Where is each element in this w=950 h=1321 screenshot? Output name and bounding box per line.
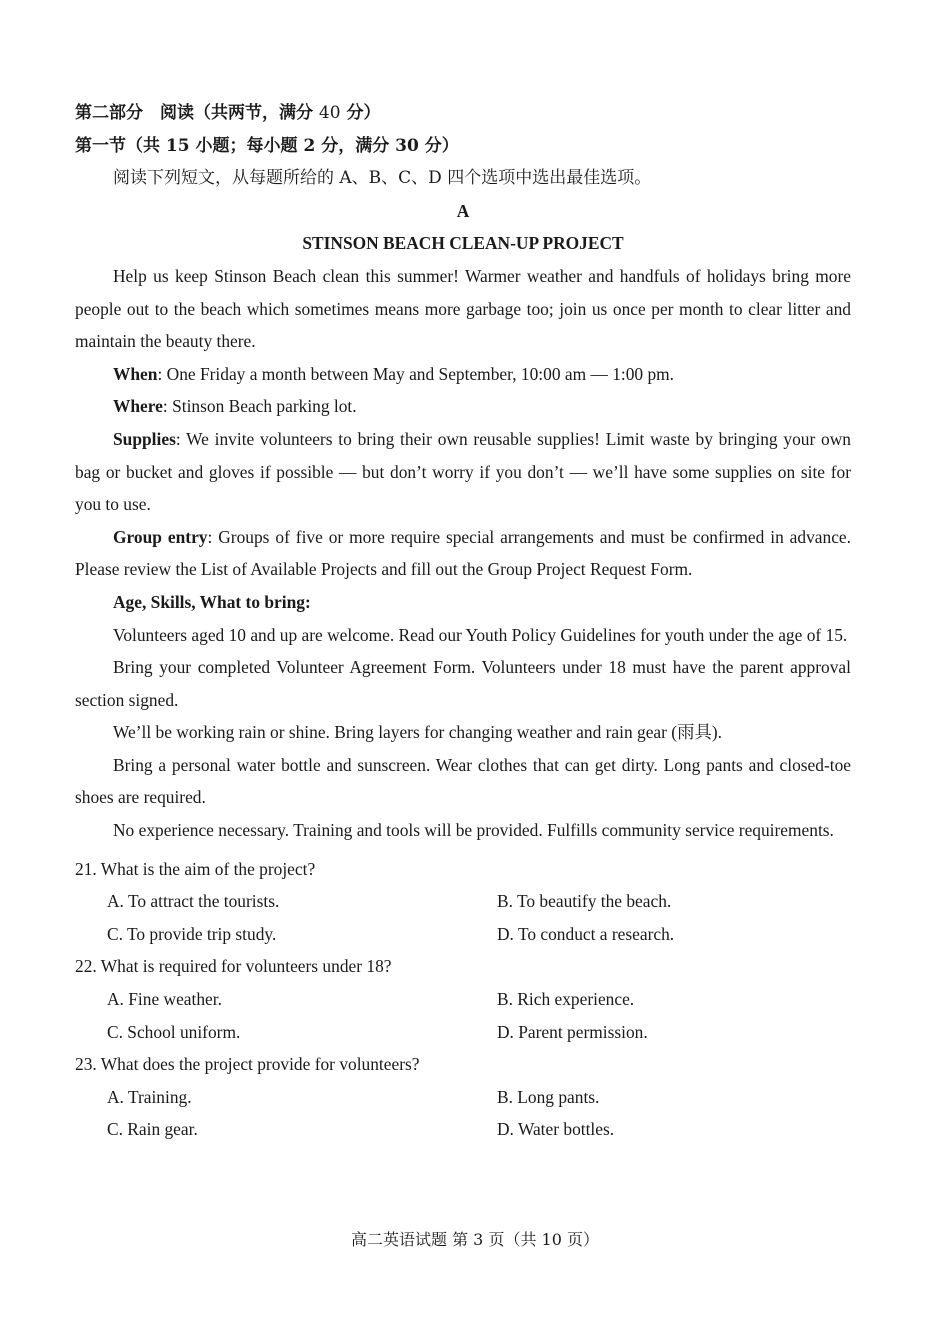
question-23-option-a: A. Training. [107, 1086, 192, 1107]
question-22-option-b: B. Rich experience. [497, 989, 635, 1010]
footer-text-2: 页（共 [483, 1230, 542, 1249]
age-paragraph: Volunteers aged 10 and up are welcome. Read our Youth Policy Guidelines for youth under the age of 15. [113, 624, 848, 645]
question-22-stem: 22. What is required for volunteers under 18? [75, 956, 392, 977]
part-heading-score: 40 [318, 103, 341, 123]
footer-text-3: 页） [561, 1230, 599, 1249]
question-23-option-b: B. Long pants. [497, 1086, 600, 1107]
question-22-option-a: A. Fine weather. [107, 989, 222, 1010]
sub-heading-count: 15 [165, 135, 190, 156]
group-paragraph [75, 521, 851, 586]
form-paragraph: Bring your completed Volunteer Agreement Form. Volunteers under 18 must have the parent approval section signed. [75, 657, 851, 710]
passage-title: STINSON BEACH CLEAN-UP PROJECT [302, 233, 624, 254]
question-21-option-d: D. To conduct a research. [497, 923, 675, 944]
question-22-option-c: C. School uniform. [107, 1021, 241, 1042]
part-heading [75, 97, 851, 130]
where-text: : Stinson Beach parking lot. [162, 396, 357, 417]
when-label: When [113, 363, 158, 384]
question-23-option-d: D. Water bottles. [497, 1119, 615, 1140]
group-label: Group entry [113, 526, 208, 547]
group-text: : Groups of five or more require special arrangements and must be confirmed in advance. Please review the List of Available Projects and fill out the Group Project Request Form. [75, 526, 851, 580]
footer-page-number: 3 [473, 1230, 484, 1249]
footer-text-1: 高二英语试题 第 [350, 1230, 474, 1249]
when-text: : One Friday a month between May and September, 10:00 am — 1:00 pm. [157, 363, 675, 384]
where-label: Where [113, 396, 163, 417]
supplies-paragraph [75, 423, 851, 521]
passage-intro: Help us keep Stinson Beach clean this summer! Warmer weather and handfuls of holidays bring more people out to the beach which sometimes means more garbage too; join us once per month to clear litter and maintain the beauty there. [75, 265, 851, 352]
where-paragraph [75, 390, 851, 423]
sub-heading-total: 30 [395, 135, 419, 156]
sub-heading-each: 2 [303, 135, 316, 156]
page-footer [0, 1227, 950, 1250]
page-content [75, 97, 851, 1146]
sub-heading [75, 130, 851, 163]
age-heading: Age, Skills, What to bring: [113, 591, 311, 612]
part-heading-text: 第二部分 阅读（共两节，满分 [75, 103, 319, 123]
rain-paragraph: We’ll be working rain or shine. Bring layers for changing weather and rain gear (雨具). [113, 722, 722, 743]
question-21-option-b: B. To beautify the beach. [497, 891, 672, 912]
question-21-options [75, 885, 851, 950]
question-21-option-c: C. To provide trip study. [107, 923, 277, 944]
when-paragraph [75, 358, 851, 391]
part-heading-unit: 分） [340, 103, 381, 123]
question-21-stem: 21. What is the aim of the project? [75, 858, 316, 879]
question-22-option-d: D. Parent permission. [497, 1021, 648, 1042]
sub-heading-text-4: 分） [418, 135, 459, 156]
footer-total-pages: 10 [541, 1230, 562, 1249]
sub-heading-text-3: 分，满分 [315, 135, 396, 156]
question-23-options [75, 1081, 851, 1146]
question-23-option-c: C. Rain gear. [107, 1119, 198, 1140]
sub-heading-text-1: 第一节（共 [75, 135, 166, 156]
question-21-option-a: A. To attract the tourists. [107, 891, 280, 912]
passage-letter: A [456, 200, 470, 221]
water-paragraph: Bring a personal water bottle and sunscreen. Wear clothes that can get dirty. Long pants and closed-toe shoes are required. [75, 754, 851, 808]
instruction: 阅读下列短文，从每题所给的 A、B、C、D 四个选项中选出最佳选项。 [113, 168, 652, 189]
supplies-label: Supplies [113, 428, 176, 449]
experience-paragraph: No experience necessary. Training and tools will be provided. Fulfills community service requirements. [113, 820, 834, 841]
question-22-options [75, 983, 851, 1048]
sub-heading-text-2: 小题；每小题 [189, 135, 304, 156]
supplies-text: : We invite volunteers to bring their own reusable supplies! Limit waste by bringing your own bag or bucket and gloves if possible — but don’t worry if you don’t — we’ll have some supplies on site for you to use. [75, 428, 851, 515]
question-23-stem: 23. What does the project provide for volunteers? [75, 1054, 420, 1075]
